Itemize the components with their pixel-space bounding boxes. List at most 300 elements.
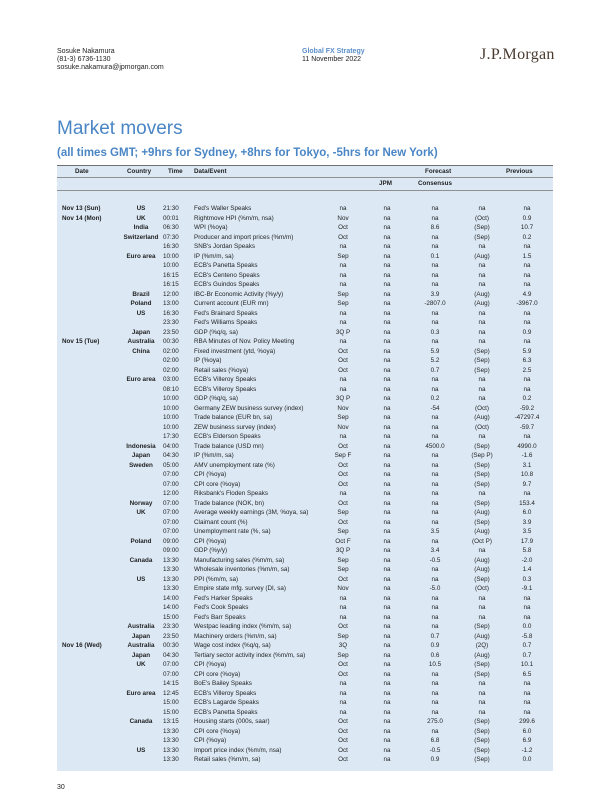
event-cell: Fed's Waller Speaks xyxy=(194,205,252,212)
period-cell: na xyxy=(339,613,347,621)
time-cell: 07:00 xyxy=(163,518,179,526)
event-cell: ECB's Guindos Speaks xyxy=(194,281,260,288)
table-row xyxy=(57,546,553,556)
jpm-forecast-cell: na xyxy=(383,585,391,592)
table-row xyxy=(57,214,553,224)
previous-value-cell: -59.2 xyxy=(519,404,535,412)
jpm-forecast-cell: na xyxy=(383,262,391,269)
header-previous: Previous xyxy=(506,168,533,175)
consensus-cell: na xyxy=(431,461,439,469)
event-cell: GDP (%q/q, sa) xyxy=(194,395,238,402)
previous-value-cell: -1.2 xyxy=(521,746,533,754)
time-cell: 13:30 xyxy=(163,575,179,583)
jpm-forecast-cell: na xyxy=(383,528,391,535)
consensus-cell: 0.6 xyxy=(430,651,440,659)
previous-period-cell: (Sep) xyxy=(474,347,490,355)
consensus-cell: -0.5 xyxy=(429,746,441,754)
time-cell: 08:10 xyxy=(163,385,179,393)
event-cell: CPI core (%oya) xyxy=(194,727,241,735)
event-cell: Import price index (%m/m, nsa) xyxy=(194,746,282,754)
event-cell: ECB's Panetta Speaks xyxy=(194,708,258,716)
previous-period-cell: na xyxy=(478,680,486,687)
country-cell: Poland xyxy=(130,300,152,307)
event-cell: Housing starts (000s, saar) xyxy=(194,718,270,725)
jpm-forecast-cell: na xyxy=(383,414,391,421)
event-cell: Claimant count (%) xyxy=(194,518,248,526)
consensus-cell: na xyxy=(431,594,439,602)
date-cell: Nov 13 (Sun) xyxy=(62,205,101,212)
consensus-cell: na xyxy=(431,205,439,212)
period-cell: na xyxy=(339,385,347,393)
event-cell: Trade balance (USD mn) xyxy=(194,442,264,450)
previous-period-cell: (Aug) xyxy=(474,528,490,535)
jpm-forecast-cell: na xyxy=(383,518,391,526)
table-row xyxy=(57,584,553,594)
previous-value-cell: na xyxy=(523,281,531,288)
header-forecast: Forecast xyxy=(425,168,452,175)
period-cell: Sep xyxy=(337,252,349,260)
previous-value-cell: na xyxy=(523,271,531,279)
time-cell: 10:00 xyxy=(163,404,179,412)
event-cell: Machinery orders (%m/m, sa) xyxy=(194,632,277,640)
previous-value-cell: 3.1 xyxy=(522,461,532,469)
table-row xyxy=(57,670,553,680)
time-cell: 16:30 xyxy=(163,243,179,250)
jpm-forecast-cell: na xyxy=(383,385,391,393)
time-cell: 16:15 xyxy=(163,281,179,288)
time-cell: 17:30 xyxy=(163,433,179,440)
consensus-cell: na xyxy=(431,271,439,279)
time-cell: 23:30 xyxy=(163,319,179,326)
table-row xyxy=(57,413,553,423)
consensus-cell: -0.5 xyxy=(429,556,441,564)
jpmorgan-logo: J.P.Morgan xyxy=(480,46,555,63)
jpm-forecast-cell: na xyxy=(383,252,391,260)
time-cell: 13:30 xyxy=(163,756,179,763)
time-cell: 02:00 xyxy=(163,357,179,364)
previous-period-cell: (Sep) xyxy=(474,224,490,231)
country-cell: China xyxy=(132,347,150,355)
previous-period-cell: na xyxy=(478,395,486,402)
previous-period-cell: (Sep) xyxy=(474,357,490,364)
consensus-cell: na xyxy=(431,509,439,516)
country-cell: Japan xyxy=(131,328,151,336)
table-row xyxy=(57,755,553,765)
time-cell: 10:00 xyxy=(163,423,179,431)
previous-period-cell: na xyxy=(478,243,486,250)
jpm-forecast-cell: na xyxy=(383,300,391,307)
previous-period-cell: (Sep) xyxy=(474,746,490,754)
time-cell: 13:30 xyxy=(163,566,179,573)
consensus-cell: na xyxy=(431,433,439,440)
table-row xyxy=(57,347,553,357)
event-cell: PPI (%m/m, sa) xyxy=(194,575,239,583)
country-cell: Australia xyxy=(127,338,155,345)
jpm-forecast-cell: na xyxy=(383,623,391,630)
table-row xyxy=(57,632,553,642)
previous-value-cell: 10.7 xyxy=(520,224,534,231)
event-cell: Fixed investment (ytd, %oya) xyxy=(194,347,276,355)
period-cell: Oct xyxy=(338,442,348,450)
time-cell: 13:30 xyxy=(163,727,179,735)
country-cell: Euro area xyxy=(126,252,156,260)
event-cell: IBC-Br Economic Activity (%y/y) xyxy=(194,290,284,298)
period-cell: Oct xyxy=(338,357,348,364)
table-row xyxy=(57,337,553,347)
consensus-cell: 3.9 xyxy=(430,290,440,298)
consensus-cell: na xyxy=(431,480,439,488)
period-cell: Nov xyxy=(337,585,349,592)
jpm-forecast-cell: na xyxy=(383,243,391,250)
jpm-forecast-cell: na xyxy=(383,471,391,478)
jpm-forecast-cell: na xyxy=(383,376,391,383)
table-row xyxy=(57,404,553,414)
period-cell: Sep xyxy=(337,556,349,564)
country-cell: US xyxy=(136,309,146,317)
country-cell: Australia xyxy=(127,642,155,649)
period-cell: na xyxy=(339,433,347,440)
previous-period-cell: (Aug) xyxy=(474,414,490,421)
previous-period-cell: na xyxy=(478,385,486,393)
previous-value-cell: 153.4 xyxy=(519,499,535,507)
author-block xyxy=(57,48,164,73)
country-cell: Canada xyxy=(129,556,153,564)
previous-period-cell: (Sep) xyxy=(474,718,490,725)
jpm-forecast-cell: na xyxy=(383,547,391,554)
table-row xyxy=(57,394,553,404)
previous-value-cell: 6.9 xyxy=(522,737,532,744)
previous-period-cell: (Aug) xyxy=(474,252,490,260)
jpm-forecast-cell: na xyxy=(383,404,391,412)
table-row xyxy=(57,508,553,518)
period-cell: Nov xyxy=(337,404,349,412)
time-cell: 21:30 xyxy=(163,205,179,212)
period-cell: Oct xyxy=(338,670,348,678)
time-cell: 07:00 xyxy=(163,670,179,678)
period-cell: na xyxy=(339,319,347,326)
previous-value-cell: 6.0 xyxy=(522,727,532,735)
time-cell: 23:50 xyxy=(163,328,179,336)
previous-period-cell: na xyxy=(478,708,486,716)
country-cell: UK xyxy=(136,214,146,222)
table-body xyxy=(57,204,553,765)
time-cell: 05:00 xyxy=(163,461,179,469)
period-cell: Oct xyxy=(338,461,348,469)
country-cell: UK xyxy=(136,661,146,668)
period-cell: na xyxy=(339,309,347,317)
consensus-cell: na xyxy=(431,243,439,250)
period-cell: Oct xyxy=(338,575,348,583)
consensus-cell: -2807.0 xyxy=(424,300,446,307)
previous-value-cell: -47297.4 xyxy=(514,414,540,421)
market-movers-table xyxy=(57,165,553,771)
jpm-forecast-cell: na xyxy=(383,509,391,516)
period-cell: na xyxy=(339,604,347,611)
event-cell: Fed's Williams Speaks xyxy=(194,319,258,326)
event-cell: CPI (%oya) xyxy=(194,661,227,668)
table-row xyxy=(57,575,553,585)
header-event: Data/Event xyxy=(194,168,227,175)
time-cell: 07:00 xyxy=(163,528,179,535)
previous-period-cell: (Oct) xyxy=(475,585,489,592)
period-cell: Oct xyxy=(338,224,348,231)
jpm-forecast-cell: na xyxy=(383,271,391,279)
previous-period-cell: (2Q) xyxy=(475,642,489,649)
jpm-forecast-cell: na xyxy=(383,338,391,345)
event-cell: Retail sales (%oya) xyxy=(194,366,249,374)
period-cell: Oct xyxy=(338,727,348,735)
page-title: Market movers xyxy=(57,118,183,139)
table-row xyxy=(57,261,553,271)
previous-value-cell: 5.8 xyxy=(522,547,532,554)
jpm-forecast-cell: na xyxy=(383,594,391,602)
event-cell: Average weekly earnings (3M, %oya, sa) xyxy=(194,509,309,516)
jpm-forecast-cell: na xyxy=(383,290,391,298)
event-cell: Fed's Barr Speaks xyxy=(194,613,246,621)
period-cell: Oct xyxy=(338,518,348,526)
previous-period-cell: (Aug) xyxy=(474,632,490,640)
country-cell: US xyxy=(136,575,146,583)
previous-period-cell: na xyxy=(478,689,486,697)
previous-value-cell: 6.3 xyxy=(522,357,532,364)
jpm-forecast-cell: na xyxy=(383,442,391,450)
time-cell: 13:30 xyxy=(163,556,179,564)
previous-period-cell: (Sep) xyxy=(474,471,490,478)
previous-value-cell: na xyxy=(523,699,531,706)
jpm-forecast-cell: na xyxy=(383,224,391,231)
time-cell: 23:50 xyxy=(163,632,179,640)
previous-period-cell: (Sep) xyxy=(474,727,490,735)
previous-period-cell: na xyxy=(478,376,486,383)
country-cell: Japan xyxy=(131,452,151,459)
jpm-forecast-cell: na xyxy=(383,480,391,488)
jpm-forecast-cell: na xyxy=(383,566,391,573)
period-cell: na xyxy=(339,281,347,288)
table-row xyxy=(57,461,553,471)
report-date: 11 November 2022 xyxy=(302,56,362,64)
event-cell: CPI (%oya) xyxy=(194,737,227,744)
previous-period-cell: na xyxy=(478,433,486,440)
event-cell: ECB's Panetta Speaks xyxy=(194,262,258,269)
table-row xyxy=(57,328,553,338)
table-subheader-row xyxy=(57,177,553,191)
country-cell: US xyxy=(136,205,146,212)
previous-period-cell: (Sep) xyxy=(474,480,490,488)
time-cell: 13:30 xyxy=(163,585,179,592)
jpm-forecast-cell: na xyxy=(383,328,391,336)
previous-value-cell: 1.4 xyxy=(522,566,532,573)
consensus-cell: na xyxy=(431,680,439,687)
jpm-forecast-cell: na xyxy=(383,281,391,288)
previous-value-cell: na xyxy=(523,338,531,345)
time-cell: 06:30 xyxy=(163,224,179,231)
table-row xyxy=(57,603,553,613)
table-row xyxy=(57,660,553,670)
previous-value-cell: 10.8 xyxy=(520,471,534,478)
table-row xyxy=(57,480,553,490)
previous-period-cell: (Sep) xyxy=(474,623,490,630)
previous-value-cell: 0.9 xyxy=(522,328,532,336)
time-cell: 07:30 xyxy=(163,233,179,241)
time-cell: 12:45 xyxy=(163,689,179,697)
previous-period-cell: (Sep) xyxy=(474,575,490,583)
time-cell: 07:00 xyxy=(163,499,179,507)
period-cell: Sep xyxy=(337,414,349,421)
consensus-cell: na xyxy=(431,689,439,697)
table-row xyxy=(57,679,553,689)
event-cell: RBA Minutes of Nov. Policy Meeting xyxy=(194,338,295,345)
time-cell: 15:00 xyxy=(163,699,179,706)
consensus-cell: na xyxy=(431,518,439,526)
previous-period-cell: (Aug) xyxy=(474,509,490,516)
time-cell: 10:00 xyxy=(163,252,179,260)
jpm-forecast-cell: na xyxy=(383,632,391,640)
table-row xyxy=(57,698,553,708)
consensus-cell: 0.7 xyxy=(430,632,440,640)
period-cell: na xyxy=(339,271,347,279)
previous-period-cell: na xyxy=(478,613,486,621)
jpm-forecast-cell: na xyxy=(383,499,391,507)
event-cell: ZEW business survey (index) xyxy=(194,423,276,431)
previous-value-cell: 10.1 xyxy=(520,661,534,668)
period-cell: Sep xyxy=(337,290,349,298)
table-row xyxy=(57,280,553,290)
jpm-forecast-cell: na xyxy=(383,604,391,611)
previous-value-cell: 5.9 xyxy=(522,347,532,355)
previous-value-cell: 299.6 xyxy=(519,718,535,725)
jpm-forecast-cell: na xyxy=(383,452,391,459)
previous-period-cell: (Oct) xyxy=(475,404,489,412)
consensus-cell: na xyxy=(431,670,439,678)
period-cell: na xyxy=(339,262,347,269)
consensus-cell: 275.0 xyxy=(427,718,443,725)
jpm-forecast-cell: na xyxy=(383,233,391,241)
table-row xyxy=(57,423,553,433)
previous-period-cell: (Sep) xyxy=(474,518,490,526)
previous-period-cell: na xyxy=(478,205,486,212)
jpm-forecast-cell: na xyxy=(383,433,391,440)
period-cell: Oct xyxy=(338,366,348,374)
period-cell: Sep xyxy=(337,528,349,535)
previous-value-cell: -9.1 xyxy=(521,585,533,592)
event-cell: ECB's Lagarde Speaks xyxy=(194,699,259,706)
event-cell: SNB's Jordan Speaks xyxy=(194,243,256,250)
period-cell: Oct xyxy=(338,661,348,668)
period-cell: 3Q P xyxy=(335,328,351,336)
consensus-cell: na xyxy=(431,623,439,630)
previous-value-cell: 0.0 xyxy=(522,623,532,630)
time-cell: 13:30 xyxy=(163,746,179,754)
table-row xyxy=(57,375,553,385)
table-row xyxy=(57,432,553,442)
table-row xyxy=(57,385,553,395)
country-cell: Japan xyxy=(131,651,151,659)
period-cell: Oct xyxy=(338,746,348,754)
jpm-forecast-cell: na xyxy=(383,699,391,706)
period-cell: Sep F xyxy=(334,452,352,459)
consensus-cell: -5.0 xyxy=(429,585,441,592)
time-cell: 02:00 xyxy=(163,347,179,355)
time-cell: 15:00 xyxy=(163,708,179,716)
jpm-forecast-cell: na xyxy=(383,423,391,431)
country-cell: India xyxy=(133,224,149,231)
event-cell: Wage cost index (%q/q, sa) xyxy=(194,642,271,649)
event-cell: Wholesale inventories (%m/m, sa) xyxy=(194,566,290,573)
report-series: Global FX Strategy xyxy=(302,48,365,55)
event-cell: CPI (%oya) xyxy=(194,537,227,545)
previous-value-cell: na xyxy=(523,594,531,602)
consensus-cell: 10.5 xyxy=(428,661,442,668)
period-cell: Oct xyxy=(338,623,348,630)
time-cell: 12:00 xyxy=(163,290,179,298)
author-email[interactable]: sosuke.nakamura@jpmorgan.com xyxy=(57,64,164,72)
time-cell: 16:15 xyxy=(163,271,179,279)
event-cell: GDP (%y/y) xyxy=(194,547,228,554)
period-cell: Oct xyxy=(338,756,348,763)
previous-value-cell: na xyxy=(523,433,531,440)
period-cell: Oct xyxy=(338,471,348,478)
jpm-forecast-cell: na xyxy=(383,661,391,668)
event-cell: IP (%oya) xyxy=(194,357,222,364)
previous-value-cell: -2.0 xyxy=(521,556,533,564)
previous-period-cell: (Aug) xyxy=(474,300,490,307)
consensus-cell: na xyxy=(431,414,439,421)
table-row xyxy=(57,242,553,252)
jpm-forecast-cell: na xyxy=(383,651,391,659)
table-row xyxy=(57,233,553,243)
event-cell: IP (%m/m, sa) xyxy=(194,252,234,260)
header-consensus: Consensus xyxy=(418,180,452,187)
date-cell: Nov 16 (Wed) xyxy=(62,642,102,649)
jpm-forecast-cell: na xyxy=(383,708,391,716)
period-cell: Sep xyxy=(337,651,349,659)
jpm-forecast-cell: na xyxy=(383,347,391,355)
consensus-cell: na xyxy=(431,338,439,345)
previous-period-cell: na xyxy=(478,262,486,269)
event-cell: CPI core (%oya) xyxy=(194,480,241,488)
table-row xyxy=(57,299,553,309)
header-jpm: JPM xyxy=(379,180,392,187)
time-cell: 00:30 xyxy=(163,338,179,345)
time-cell: 02:00 xyxy=(163,366,179,374)
period-cell: Oct xyxy=(338,718,348,725)
previous-value-cell: na xyxy=(523,385,531,393)
consensus-cell: na xyxy=(431,727,439,735)
time-cell: 10:00 xyxy=(163,414,179,421)
consensus-cell: 0.9 xyxy=(430,642,440,649)
consensus-cell: na xyxy=(431,613,439,621)
previous-period-cell: na xyxy=(478,281,486,288)
consensus-cell: 8.6 xyxy=(430,224,440,231)
previous-period-cell: (Sep) xyxy=(474,756,490,763)
previous-value-cell: na xyxy=(523,309,531,317)
previous-period-cell: na xyxy=(478,594,486,602)
previous-value-cell: na xyxy=(523,319,531,326)
consensus-cell: na xyxy=(431,490,439,497)
previous-period-cell: na xyxy=(478,490,486,497)
jpm-forecast-cell: na xyxy=(383,718,391,725)
country-cell: Japan xyxy=(131,632,151,640)
event-cell: CPI core (%oya) xyxy=(194,670,241,678)
previous-period-cell: na xyxy=(478,319,486,326)
event-cell: Fed's Brainard Speaks xyxy=(194,309,258,317)
jpm-forecast-cell: na xyxy=(383,214,391,222)
previous-value-cell: 1.5 xyxy=(522,252,532,260)
consensus-cell: 3.4 xyxy=(430,547,440,554)
table-row xyxy=(57,537,553,547)
period-cell: Nov xyxy=(337,214,349,222)
country-cell: Switzerland xyxy=(123,233,159,241)
